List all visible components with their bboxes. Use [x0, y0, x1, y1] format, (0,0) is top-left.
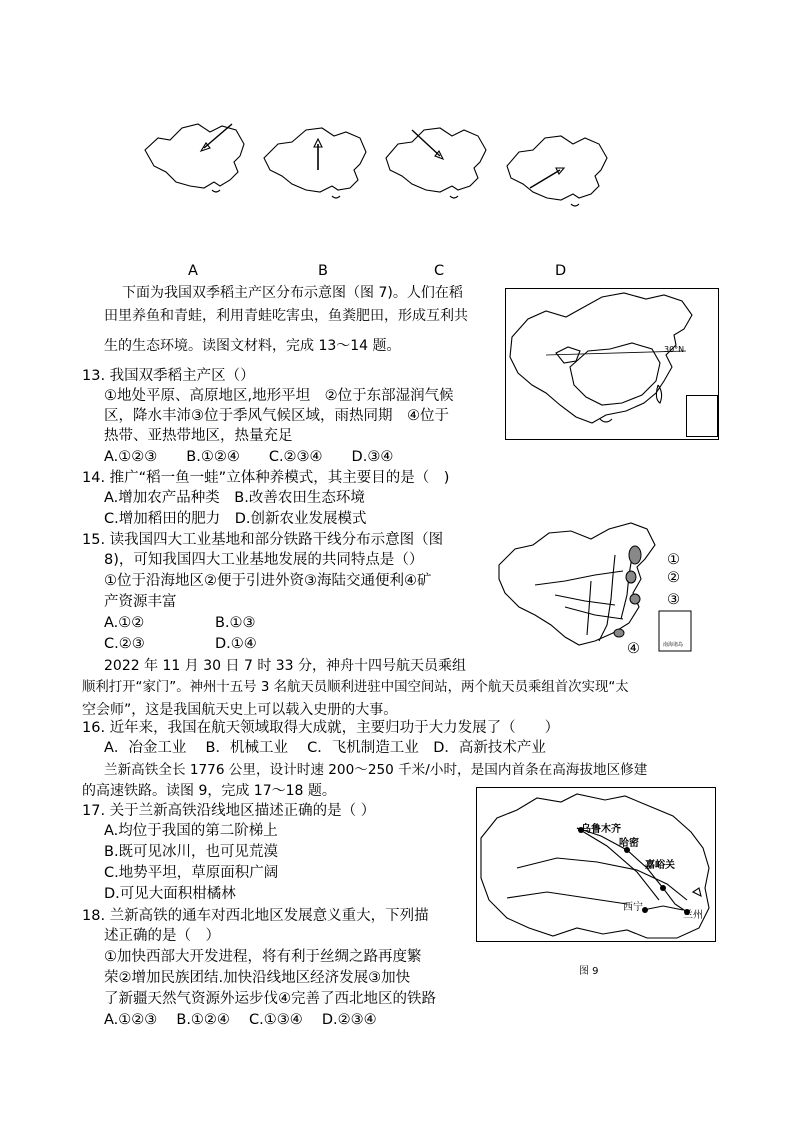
- fig8-marker-1: ①: [667, 552, 680, 568]
- q17-choice-d: D.可见大面积柑橘林: [104, 886, 236, 902]
- city-hami: 哈密: [619, 838, 639, 849]
- lanxin-line2: 的高速铁路。读图 9，完成 17～18 题。: [82, 783, 336, 799]
- q16-choices: A．冶金工业 B．机械工业 C．飞机制造工业 D．高新技术产业: [104, 740, 546, 756]
- q14-choices-line2: C.增加稻田的肥力 D.创新农业发展模式: [104, 511, 367, 527]
- q13-option-line1: ①地处平原、高原地区,地形平坦 ②位于东部湿润气候: [104, 388, 454, 404]
- q14-stem: 14. 推广“稻一鱼一蛙”立体种养模式，其主要目的是（ ): [82, 470, 450, 486]
- q13-option-line2: 区，降水丰沛③位于季风气候区域，雨热同期 ④位于: [104, 408, 449, 424]
- q13-choices: A.①②③ B.①②④ C.②③④ D.③④: [104, 449, 394, 465]
- city-urumqi: 乌鲁木齐: [581, 824, 621, 835]
- china-map-a: [145, 124, 244, 192]
- city-xining: 西宁: [623, 902, 643, 913]
- q17-choice-c: C.地势平坦，草原面积广阔: [104, 865, 279, 881]
- fig8-inset-label: 南海诸岛: [663, 642, 684, 648]
- arrow-d: [530, 170, 560, 188]
- q15-stem-line1: 15. 读我国四大工业基地和部分铁路干线分布示意图（图: [82, 532, 444, 548]
- label-a: A: [188, 263, 198, 279]
- city-lanzhou: 兰州: [683, 910, 703, 921]
- fig8-marker-4: ④: [627, 641, 640, 657]
- q15-option-line2: 产资源丰富: [104, 594, 177, 610]
- q15-option-line1: ①位于沿海地区②便于引进外资③海陆交通便利④矿: [104, 573, 432, 589]
- china-maps-figure: [0, 0, 794, 260]
- arrowhead-d: [556, 168, 564, 174]
- china-map-c: [386, 128, 486, 198]
- label-c: C: [434, 263, 445, 279]
- fig8-marker-2: ②: [667, 570, 680, 586]
- fig8-marker-3: ③: [667, 592, 680, 608]
- figure-7-inset: [686, 395, 718, 437]
- q17-stem: 17. 关于兰新高铁沿线地区描述正确的是（ ）: [82, 803, 376, 819]
- shenzhou-line2: 顺利打开“家门”。神州十五号 3 名航天员顺利进驻中国空间站，两个航天员乘组首次实现“太: [82, 680, 629, 695]
- q17-choice-b: B.既可见冰川，也可见荒漠: [104, 844, 279, 860]
- q14-choices-line1: A.增加农产品种类 B.改善农田生态环境: [104, 490, 365, 506]
- q15-choice-b: B.①③: [215, 615, 256, 631]
- city-jiayuguan: 嘉峪关: [645, 860, 675, 871]
- q18-option-line1: ①加快西部大开发进程，将有利于丝绸之路再度繁: [104, 949, 422, 965]
- china-map-b: [264, 128, 366, 198]
- figure-7-map: [505, 288, 719, 440]
- lat-30n-label: 30°N: [664, 345, 685, 354]
- label-d: D: [555, 263, 567, 279]
- arrow-c: [412, 130, 440, 156]
- q18-stem-line2: 述正确的是（ ）: [104, 928, 220, 944]
- intro-rice-line2: 田里养鱼和青蛙，利用青蛙吃害虫，鱼粪肥田，形成互利共: [104, 308, 468, 324]
- q15-choice-c: C.②③: [104, 636, 145, 652]
- intro-rice-line3: 生的生态环境。读图文材料，完成 13～14 题。: [104, 338, 401, 354]
- label-b: B: [318, 263, 328, 279]
- q18-stem-line1: 18. 兰新高铁的通车对西北地区发展意义重大，下列描: [82, 908, 429, 924]
- q15-choice-d: D.①④: [215, 636, 257, 652]
- q18-choices: A.①②③ B.①②④ C.①③④ D.②③④: [104, 1012, 377, 1028]
- q13-stem: 13. 我国双季稻主产区（）: [82, 368, 255, 384]
- q13-option-line3: 热带、亚热带地区，热量充足: [104, 428, 293, 444]
- q15-stem-line2: 8)，可知我国四大工业基地发展的共同特点是（）: [104, 552, 424, 568]
- q17-choice-a: A.均位于我国的第二阶梯上: [104, 823, 278, 839]
- q15-choice-a: A.①②: [104, 615, 145, 631]
- figure-9-caption: 图 9: [579, 966, 599, 977]
- figure-9-map: [476, 787, 716, 942]
- intro-rice-line1: 下面为我国双季稻主产区分布示意图（图 7)。人们在稻: [122, 285, 463, 301]
- figure-8-map: [495, 515, 695, 655]
- q16-stem: 16. 近年来，我国在航天领域取得大成就，主要归功于大力发展了（ ）: [82, 720, 560, 736]
- shenzhou-line3: 空会师”，这是我国航天史上可以载入史册的大事。: [82, 702, 398, 718]
- shenzhou-line1: 2022 年 11 月 30 日 7 时 33 分，神舟十四号航天员乘组: [104, 658, 467, 674]
- lanxin-line1: 兰新高铁全长 1776 公里，设计时速 200～250 千米/小时，是国内首条在高海拔地区修建: [104, 762, 648, 778]
- q18-option-line3: 了新疆天然气资源外运步伐④完善了西北地区的铁路: [104, 991, 436, 1007]
- q18-option-line2: 荣②增加民族团结.加快沿线地区经济发展③加快: [104, 970, 411, 986]
